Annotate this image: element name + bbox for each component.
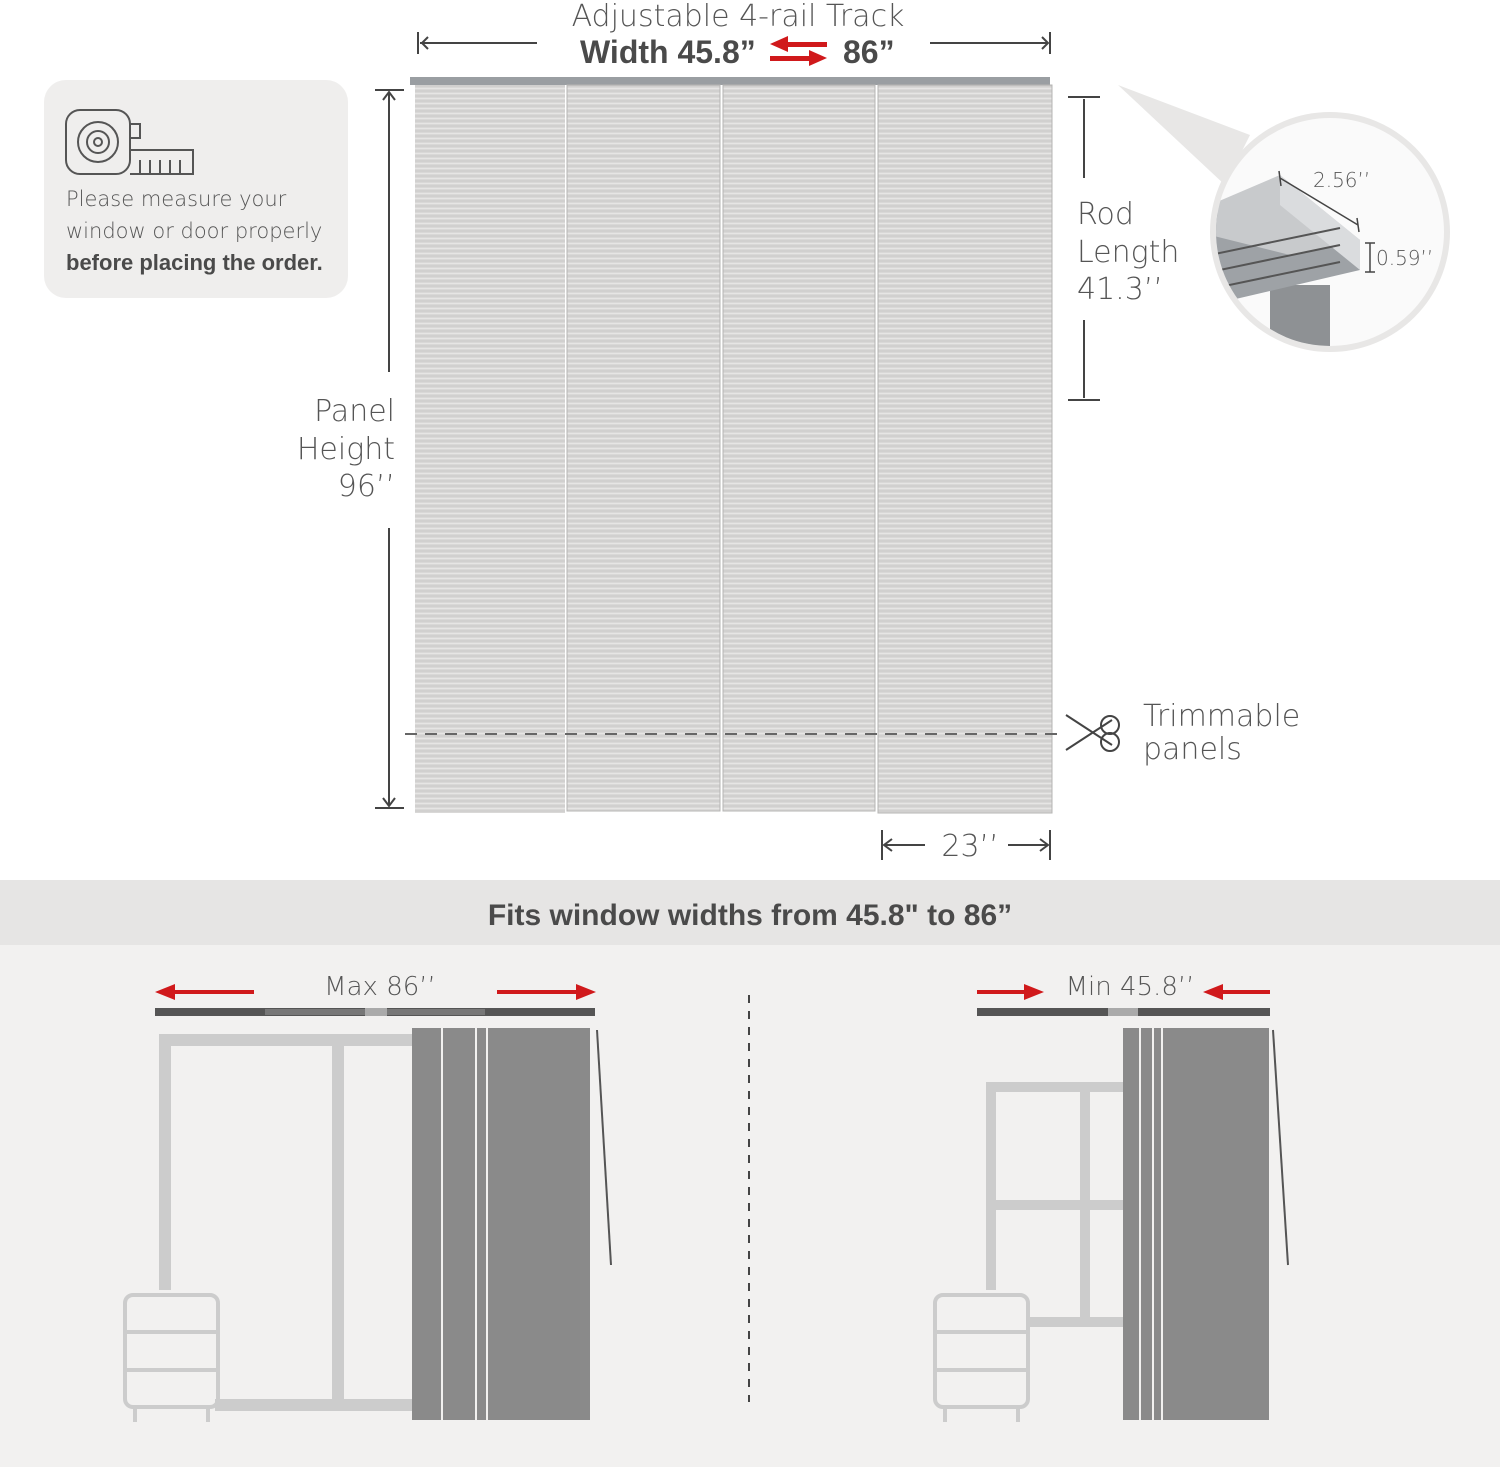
- inset-depth-label: 2.56’’: [1313, 168, 1371, 192]
- panel-height-line-3: 96’’: [337, 469, 395, 504]
- banner-text: Fits window widths from 45.8" to 86”: [487, 899, 1013, 932]
- panel-1: [415, 85, 565, 813]
- width-max-label: 86”: [843, 34, 895, 70]
- callout-line-3: before placing the order.: [66, 250, 323, 275]
- trim-line-2: panels: [1143, 732, 1242, 767]
- panel-2: [567, 85, 720, 811]
- min-width-label: Min 45.8’’: [1065, 972, 1195, 1002]
- panel-3: [723, 85, 875, 811]
- panel-4: [878, 85, 1052, 813]
- track-rail: [410, 77, 1050, 85]
- track-title: Adjustable 4-rail Track: [571, 0, 905, 34]
- panels: [415, 85, 1052, 813]
- double-arrow-icon: [770, 36, 827, 66]
- rod-length-line-3: 41.3’’: [1077, 272, 1163, 307]
- inset-height-label: 0.59’’: [1376, 246, 1434, 270]
- panel-width-label: 23’’: [941, 829, 999, 864]
- rod-length-line-1: Rod: [1077, 197, 1134, 232]
- trim-line-1: Trimmable: [1143, 699, 1301, 734]
- rod-length-line-2: Length: [1077, 235, 1180, 270]
- callout-line-1: Please measure your: [66, 187, 287, 211]
- callout-line-2: window or door properly: [66, 219, 323, 243]
- max-width-label: Max 86’’: [324, 972, 436, 1002]
- scissors-icon: [1066, 715, 1119, 751]
- panel-height-line-1: Panel: [314, 394, 395, 429]
- width-min-label: Width 45.8”: [580, 34, 756, 70]
- panel-height-line-2: Height: [296, 432, 395, 467]
